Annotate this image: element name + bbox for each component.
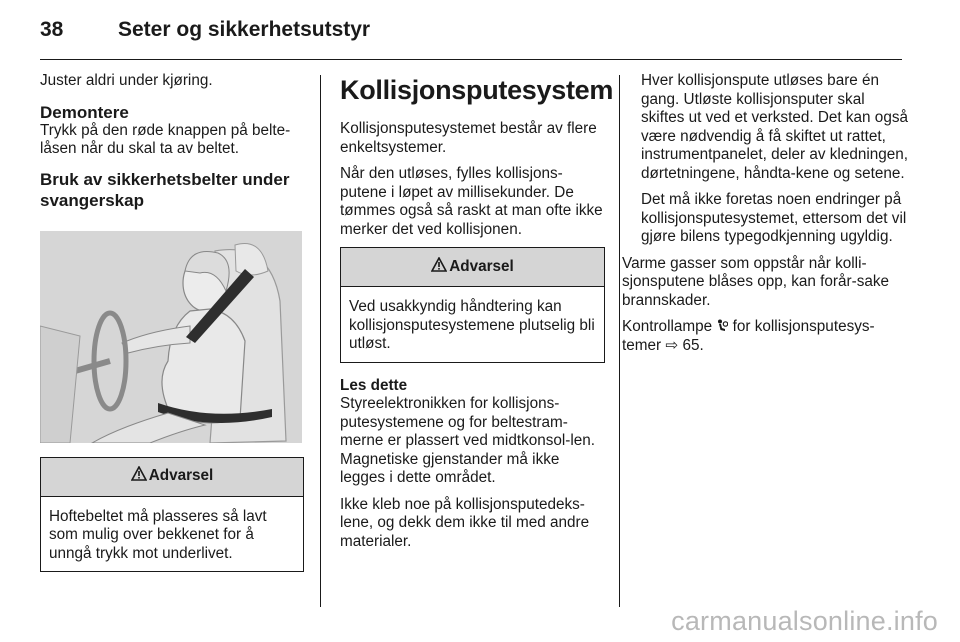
warning-header xyxy=(341,248,604,287)
airbag-lamp-icon xyxy=(716,318,728,335)
column-3 xyxy=(622,72,912,363)
warning-triangle-icon xyxy=(131,466,147,487)
column-2 xyxy=(340,72,614,559)
seatbelt-illustration-svg xyxy=(40,231,302,443)
warning-text: Ved usakkyndig håndtering kan kollisjonsputesystemene plutselig bli utløst. xyxy=(349,298,595,352)
column-divider-1 xyxy=(320,75,321,607)
note-extra-text: Ikke kleb noe på kollisjonsputedeks-lene, og dekk dem ikke til med andre materialer. xyxy=(340,495,590,550)
page-number: 38 xyxy=(40,18,64,41)
warning-title: Advarsel xyxy=(148,467,214,485)
intro-text: Juster aldri under kjøring. xyxy=(40,72,213,89)
warning-text: Hoftebeltet må plasseres så lavt som mulig over bekkenet for å unngå trykk mot underlivet. xyxy=(49,507,267,562)
control-lamp-text xyxy=(622,318,912,355)
control-lamp-page-ref[interactable]: 65. xyxy=(682,336,704,354)
warning-title: Advarsel xyxy=(449,257,514,275)
header-rule xyxy=(40,59,902,60)
note-heading: Les dette xyxy=(340,376,408,394)
note-text: Styreelektronikken for kollisjons-putesystemene og for beltestram-merne er plassert ved midtkonsol-len. Magnetiske gjenstander må ikke legges i dette området. xyxy=(340,395,596,486)
warning-box-airbag xyxy=(340,247,605,363)
airbag-deploy-text: Når den utløses, fylles kollisjons-putene i løpet av millisekunder. De tømmes også så raskt at man ofte ikke merker det ved kollisjonen. xyxy=(340,165,603,238)
section-title: Seter og sikkerhetsutstyr xyxy=(118,18,371,41)
hot-gas-text: Varme gasser som oppstår når kolli-sjonsputene blåses opp, kan forår-sake brannskader. xyxy=(622,254,890,309)
warning-header xyxy=(41,458,303,497)
control-lamp-mid: for kollisjonsputesys-temer xyxy=(622,318,875,354)
control-lamp-prefix: Kontrollampe xyxy=(622,318,713,335)
airbag-modification-text: Det må ikke foretas noen endringer på kollisjonsputesystemet, ettersom det vil gjøre bilens typegodkjenning ugyldig. xyxy=(641,191,907,245)
warning-box-seatbelt xyxy=(40,457,304,573)
column-1 xyxy=(40,72,304,572)
airbag-single-use-text: Hver kollisjonspute utløses bare én gang. Utløste kollisjonsputer skal skiftes ut ved et verksted. Det kan også være nødvendig å få skiftet ut rattet, instrumentpanelet, deler av kledningen, dørtetningene, håndta-kene og setene. xyxy=(641,72,909,182)
demontere-text: Trykk på den røde knappen på belte-låsen når du skal ta av beltet. xyxy=(40,121,291,157)
pregnant-driver-illustration xyxy=(40,231,302,443)
page-ref-arrow-icon: ⇨ xyxy=(665,336,679,354)
pregnancy-heading: Bruk av sikkerhetsbelter under svangerskap xyxy=(40,169,290,210)
watermark: carmanualsonline.info xyxy=(671,606,938,636)
demontere-heading: Demontere xyxy=(40,102,129,122)
airbag-intro: Kollisjonsputesystemet består av flere enkeltsystemer. xyxy=(340,120,597,156)
column-divider-2 xyxy=(619,75,620,607)
airbag-heading: Kollisjonsputesystem xyxy=(340,75,614,105)
warning-triangle-icon xyxy=(431,257,447,278)
